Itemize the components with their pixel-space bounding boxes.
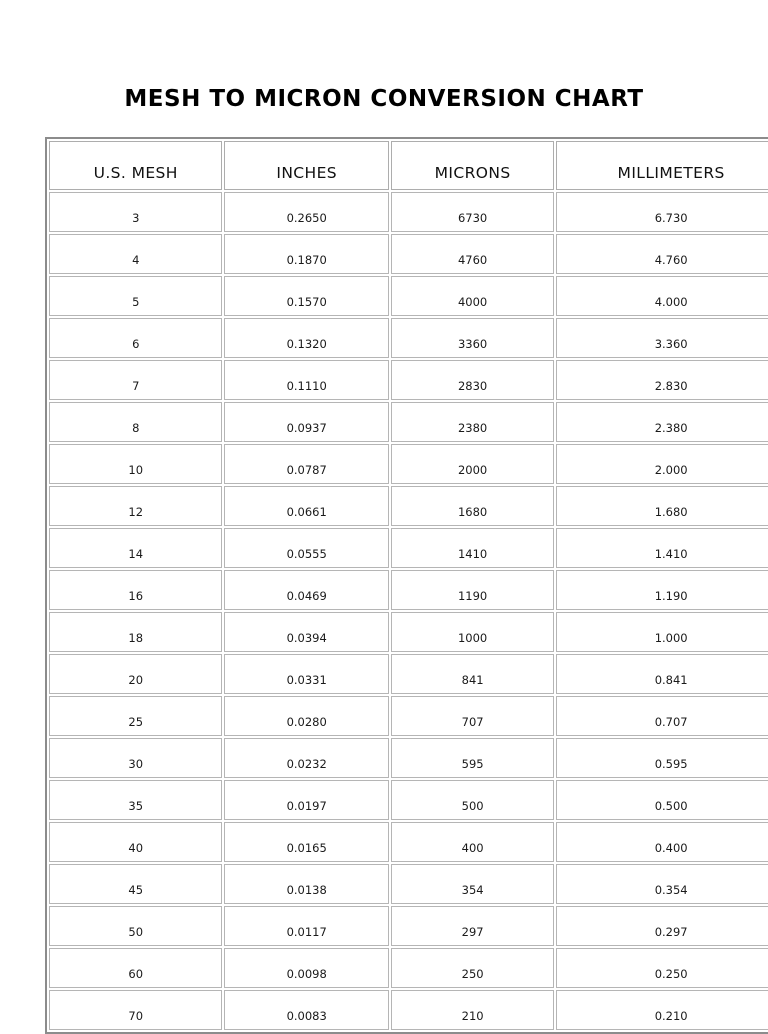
- cell-us-mesh: 30: [49, 738, 222, 778]
- table-header-row: [49, 141, 768, 190]
- cell-us-mesh: 4: [49, 234, 222, 274]
- cell-millimeters: 4.000: [556, 276, 768, 316]
- cell-us-mesh: 3: [49, 192, 222, 232]
- cell-microns: 3360: [391, 318, 554, 358]
- table-row: [49, 192, 768, 232]
- table-row: [49, 696, 768, 736]
- cell-us-mesh: 12: [49, 486, 222, 526]
- cell-millimeters: 0.500: [556, 780, 768, 820]
- cell-us-mesh: 20: [49, 654, 222, 694]
- cell-inches: 0.0232: [224, 738, 388, 778]
- cell-microns: 841: [391, 654, 554, 694]
- cell-millimeters: 0.707: [556, 696, 768, 736]
- table-row: [49, 402, 768, 442]
- cell-inches: 0.0331: [224, 654, 388, 694]
- conversion-table-container: [45, 137, 768, 1034]
- cell-us-mesh: 5: [49, 276, 222, 316]
- cell-us-mesh: 60: [49, 948, 222, 988]
- cell-millimeters: 4.760: [556, 234, 768, 274]
- cell-inches: 0.1870: [224, 234, 388, 274]
- cell-microns: 354: [391, 864, 554, 904]
- cell-millimeters: 2.000: [556, 444, 768, 484]
- cell-inches: 0.0661: [224, 486, 388, 526]
- column-header-millimeters: MILLIMETERS: [556, 141, 768, 190]
- cell-inches: 0.2650: [224, 192, 388, 232]
- table-row: [49, 234, 768, 274]
- cell-millimeters: 2.380: [556, 402, 768, 442]
- cell-us-mesh: 8: [49, 402, 222, 442]
- cell-millimeters: 3.360: [556, 318, 768, 358]
- cell-inches: 0.1570: [224, 276, 388, 316]
- column-header-inches: INCHES: [224, 141, 388, 190]
- cell-inches: 0.0197: [224, 780, 388, 820]
- cell-microns: 1680: [391, 486, 554, 526]
- mesh-micron-conversion-table: [45, 137, 768, 1034]
- cell-millimeters: 0.400: [556, 822, 768, 862]
- cell-us-mesh: 6: [49, 318, 222, 358]
- cell-us-mesh: 18: [49, 612, 222, 652]
- cell-millimeters: 1.410: [556, 528, 768, 568]
- table-row: [49, 738, 768, 778]
- cell-millimeters: 0.250: [556, 948, 768, 988]
- cell-inches: 0.0165: [224, 822, 388, 862]
- table-row: [49, 990, 768, 1030]
- cell-microns: 6730: [391, 192, 554, 232]
- table-row: [49, 780, 768, 820]
- cell-inches: 0.0394: [224, 612, 388, 652]
- cell-inches: 0.0937: [224, 402, 388, 442]
- cell-microns: 297: [391, 906, 554, 946]
- cell-inches: 0.0138: [224, 864, 388, 904]
- table-body: [49, 192, 768, 1030]
- cell-microns: 4000: [391, 276, 554, 316]
- cell-microns: 2380: [391, 402, 554, 442]
- cell-microns: 400: [391, 822, 554, 862]
- cell-inches: 0.0117: [224, 906, 388, 946]
- cell-us-mesh: 70: [49, 990, 222, 1030]
- cell-microns: 595: [391, 738, 554, 778]
- cell-microns: 2830: [391, 360, 554, 400]
- cell-millimeters: 0.354: [556, 864, 768, 904]
- cell-us-mesh: 45: [49, 864, 222, 904]
- cell-millimeters: 1.000: [556, 612, 768, 652]
- cell-millimeters: 0.595: [556, 738, 768, 778]
- page-title: MESH TO MICRON CONVERSION CHART: [124, 86, 644, 112]
- cell-us-mesh: 50: [49, 906, 222, 946]
- table-row: [49, 444, 768, 484]
- table-row: [49, 486, 768, 526]
- table-row: [49, 528, 768, 568]
- cell-inches: 0.0469: [224, 570, 388, 610]
- cell-inches: 0.1320: [224, 318, 388, 358]
- cell-us-mesh: 35: [49, 780, 222, 820]
- cell-inches: 0.0083: [224, 990, 388, 1030]
- cell-microns: 1190: [391, 570, 554, 610]
- table-row: [49, 906, 768, 946]
- cell-millimeters: 1.190: [556, 570, 768, 610]
- table-row: [49, 948, 768, 988]
- cell-us-mesh: 16: [49, 570, 222, 610]
- cell-inches: 0.0280: [224, 696, 388, 736]
- cell-us-mesh: 14: [49, 528, 222, 568]
- cell-microns: 4760: [391, 234, 554, 274]
- cell-millimeters: 0.210: [556, 990, 768, 1030]
- cell-millimeters: 0.841: [556, 654, 768, 694]
- cell-us-mesh: 7: [49, 360, 222, 400]
- column-header-us-mesh: U.S. MESH: [49, 141, 222, 190]
- table-row: [49, 822, 768, 862]
- cell-millimeters: 2.830: [556, 360, 768, 400]
- cell-inches: 0.0555: [224, 528, 388, 568]
- cell-inches: 0.1110: [224, 360, 388, 400]
- table-row: [49, 864, 768, 904]
- table-row: [49, 360, 768, 400]
- table-row: [49, 276, 768, 316]
- table-row: [49, 612, 768, 652]
- cell-microns: 1000: [391, 612, 554, 652]
- table-row: [49, 654, 768, 694]
- cell-microns: 250: [391, 948, 554, 988]
- cell-us-mesh: 40: [49, 822, 222, 862]
- cell-us-mesh: 25: [49, 696, 222, 736]
- table-row: [49, 570, 768, 610]
- cell-microns: 2000: [391, 444, 554, 484]
- table-row: [49, 318, 768, 358]
- cell-inches: 0.0787: [224, 444, 388, 484]
- cell-millimeters: 1.680: [556, 486, 768, 526]
- cell-us-mesh: 10: [49, 444, 222, 484]
- cell-millimeters: 6.730: [556, 192, 768, 232]
- cell-microns: 500: [391, 780, 554, 820]
- column-header-microns: MICRONS: [391, 141, 554, 190]
- cell-inches: 0.0098: [224, 948, 388, 988]
- cell-microns: 210: [391, 990, 554, 1030]
- cell-millimeters: 0.297: [556, 906, 768, 946]
- cell-microns: 707: [391, 696, 554, 736]
- cell-microns: 1410: [391, 528, 554, 568]
